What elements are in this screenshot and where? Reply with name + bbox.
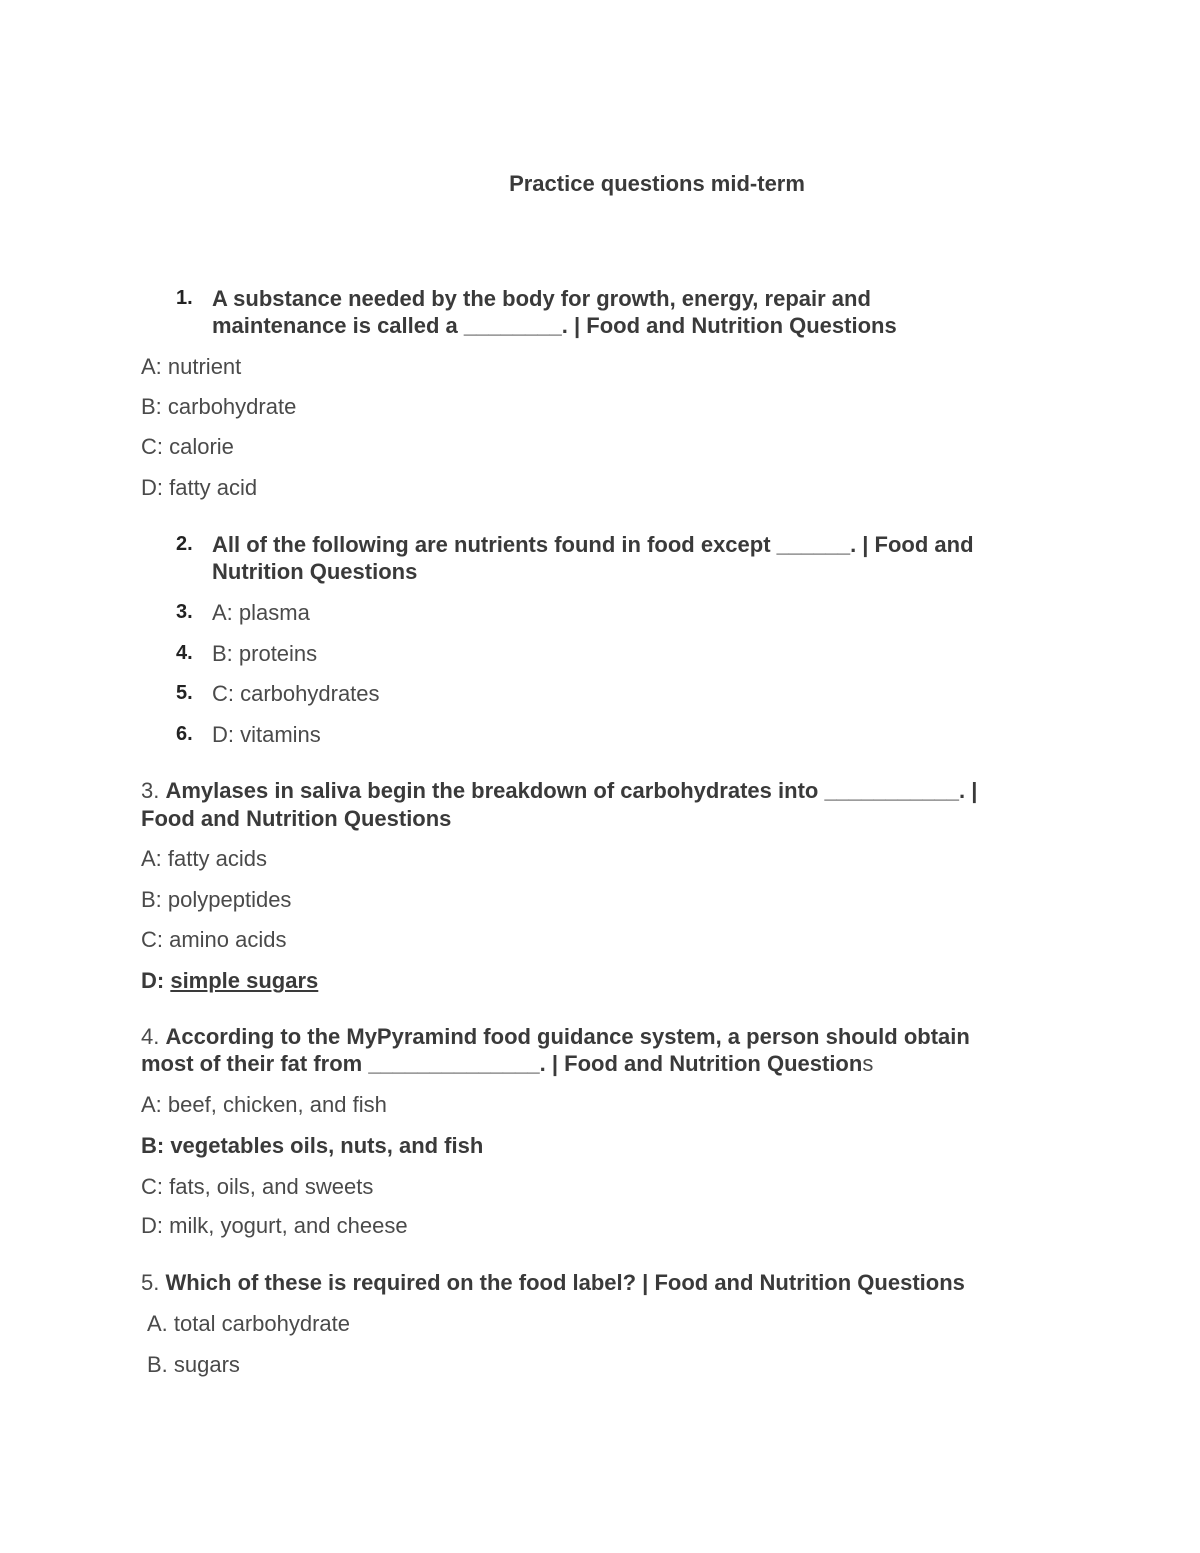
answer-option: C: amino acids (141, 927, 287, 952)
answer-option: A: fatty acids (141, 846, 267, 871)
question-text: most of their fat from ______________. | Food and Nutrition Question (141, 1051, 863, 1076)
question-number: 3. (141, 778, 160, 803)
list-number: 5. (176, 682, 193, 704)
list-number: 4. (176, 642, 193, 664)
answer-option: A. total carbohydrate (147, 1311, 351, 1336)
answer-option: B: polypeptides (141, 887, 292, 912)
answer-option: B. sugars (147, 1352, 240, 1377)
question-text-line (141, 1269, 965, 1296)
question-text-line (141, 1023, 970, 1050)
question-text-line (141, 777, 977, 804)
question-number: 4. (141, 1024, 160, 1049)
answer-option: C: fats, oils, and sweets (141, 1174, 374, 1199)
question-text-line: maintenance is called a ________. | Food and Nutrition Questions (212, 313, 897, 338)
answer-option: D: milk, yogurt, and cheese (141, 1213, 408, 1238)
list-number: 3. (176, 601, 193, 623)
question-text-line (141, 1050, 873, 1077)
question-text-line: Nutrition Questions (212, 559, 418, 584)
question-text: Amylases in saliva begin the breakdown of carbohydrates into ___________. | (165, 778, 978, 803)
answer-option: C: calorie (141, 434, 234, 459)
question-number: 1. (176, 287, 193, 309)
question-text: According to the MyPyramind food guidance system, a person should obtain (165, 1024, 970, 1049)
answer-option-correct (141, 967, 318, 994)
answer-option: A: nutrient (141, 354, 242, 379)
answer-option: A: plasma (212, 600, 310, 625)
answer-option: B: proteins (212, 641, 318, 666)
answer-option: A: beef, chicken, and fish (141, 1092, 387, 1117)
answer-prefix: D: (141, 968, 171, 993)
answer-text: simple sugars (170, 968, 319, 993)
answer-option: B: carbohydrate (141, 394, 297, 419)
answer-option: C: carbohydrates (212, 681, 380, 706)
question-number: 5. (141, 1270, 160, 1295)
list-number: 6. (176, 723, 193, 745)
answer-option-correct: B: vegetables oils, nuts, and fish (141, 1133, 484, 1158)
page-title: Practice questions mid-term (509, 171, 805, 196)
question-text: Which of these is required on the food label? | Food and Nutrition Questions (165, 1270, 965, 1295)
answer-option: D: fatty acid (141, 475, 258, 500)
question-number: 2. (176, 533, 193, 555)
question-text-tail: s (862, 1051, 874, 1076)
answer-option: D: vitamins (212, 722, 321, 747)
question-text-line: Food and Nutrition Questions (141, 806, 452, 831)
question-text-line: All of the following are nutrients found in food except ______. | Food and (212, 532, 974, 557)
question-text-line: A substance needed by the body for growth, energy, repair and (212, 286, 871, 311)
